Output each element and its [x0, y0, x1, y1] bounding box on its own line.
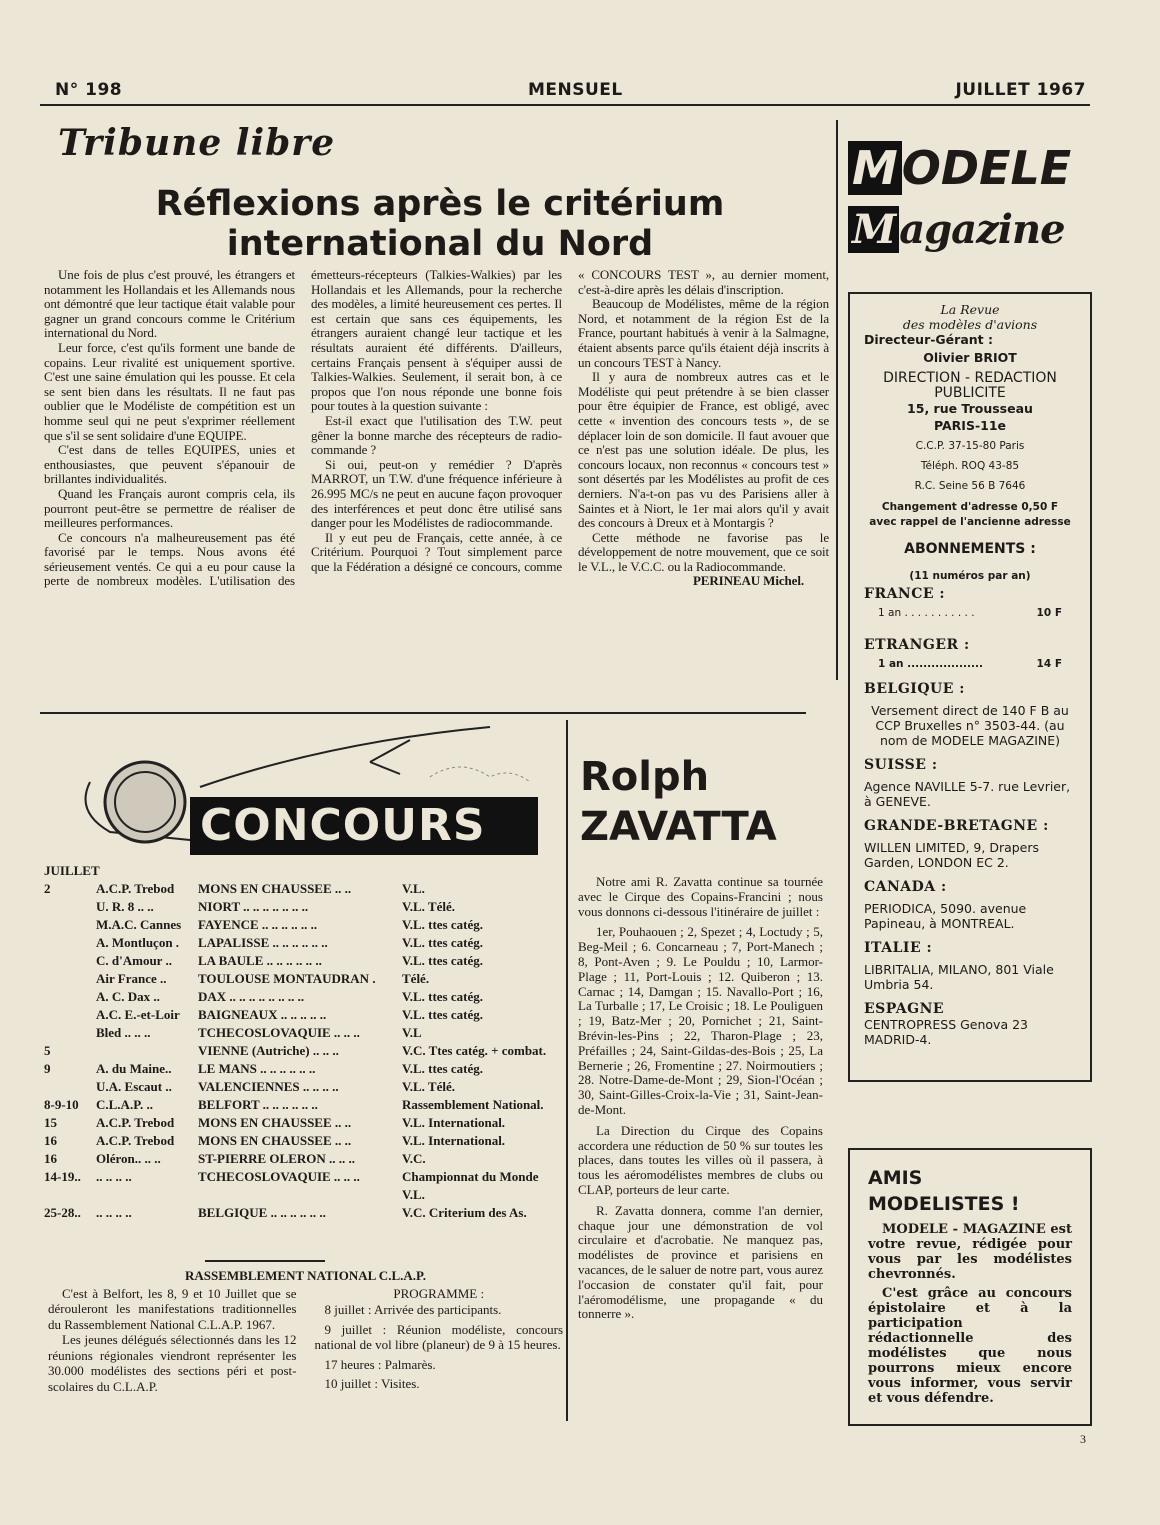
- table-row: [44, 1042, 563, 1060]
- cell-place: LAPALISSE .. .. .. .. .. ..: [198, 935, 328, 950]
- country-heading: ESPAGNE: [864, 1001, 945, 1017]
- zavatta-article: [578, 875, 823, 1328]
- cell-category: V.C. Criterium des As.: [402, 1205, 527, 1220]
- table-row: [44, 970, 563, 988]
- magazine-logo: [848, 138, 1092, 266]
- cell-category: V.L. ttes catég.: [402, 935, 483, 950]
- table-row: [44, 1024, 563, 1042]
- cell-club: Bled .. .. ..: [96, 1025, 151, 1040]
- cell-place: LE MANS .. .. .. .. .. ..: [198, 1061, 316, 1076]
- concours-banner: [70, 722, 545, 857]
- cell-category: V.L: [402, 1025, 422, 1040]
- table-row: [44, 934, 563, 952]
- telephone: Téléph. ROQ 43-85: [920, 460, 1020, 472]
- cell-date: [44, 970, 92, 988]
- paragraph: C'est grâce au concours épistolaire et à la participation rédactionnelle des modélistes que nous pourrons mieux encore vous informer, vous servir et vous défendre.: [868, 1286, 1072, 1406]
- address: PARIS-11e: [933, 418, 1007, 433]
- table-row: [44, 1114, 563, 1132]
- amis-modelistes-box: [848, 1148, 1092, 1426]
- country-heading: ITALIE :: [864, 940, 933, 956]
- paragraph: Quand les Français auront compris cela, ils pourront peut-être se permettre de réaliser de meilleures performances.: [44, 485, 295, 531]
- table-row: [44, 1204, 563, 1222]
- paragraph: La Direction du Cirque des Copains accordera une réduction de 50 % sur toutes les places, dans toutes les villes où il passera, à tous les aéromodélistes membres de clubs ou CLAP, porteurs de leur carte.: [578, 1122, 823, 1197]
- cell-category: V.L.: [402, 881, 425, 896]
- cell-category: V.L. Télé.: [402, 899, 455, 914]
- cell-category: V.L. ttes catég.: [402, 989, 483, 1004]
- frequency: MENSUEL: [528, 80, 623, 100]
- paragraph: Leur force, c'est qu'ils forment une bande de copains. Leur rivalité est uniquement sportive. C'est une saine émulation qui les pousse. Et cela se sent bien dans les résultats. Il ne faut pas oublier que le Modéliste de compétition est un homme seul qui ne peut s'exprimer réellement que s'il se sent solidaire d'une EQUIPE.: [44, 339, 295, 443]
- cell-place: VALENCIENNES .. .. .. ..: [198, 1079, 339, 1094]
- address-change-note: Changement d'adresse 0,50 F: [881, 501, 1059, 513]
- month-heading: JUILLET: [44, 863, 100, 878]
- concours-title: CONCOURS: [200, 800, 486, 851]
- term: 1 an ...................: [878, 658, 983, 670]
- article-title: [120, 184, 760, 264]
- table-row: [44, 880, 563, 898]
- cell-date: [44, 952, 92, 970]
- cell-club: Air France ..: [96, 971, 167, 986]
- programme-item: 10 juillet : Visites.: [324, 1376, 420, 1391]
- paragraph: Notre ami R. Zavatta continue sa tournée avec le Cirque des Copains-Francini ; nous vous donnons ci-dessous l'itinéraire de juillet :: [578, 874, 823, 919]
- cell-place: TCHECOSLOVAQUIE .. .. ..: [198, 1169, 360, 1184]
- cell-date: 9: [44, 1061, 51, 1076]
- cell-date: 25-28..: [44, 1205, 81, 1220]
- country-text: Agence NAVILLE 5-7. rue Levrier, à GENEVE.: [864, 779, 1071, 809]
- country-heading: CANADA :: [864, 879, 947, 895]
- cell-place: BAIGNEAUX .. .. .. .. ..: [198, 1007, 327, 1022]
- price: 10 F: [1036, 607, 1062, 619]
- title-line-1: Réflexions après le critérium: [155, 184, 725, 224]
- cell-club: A. du Maine..: [96, 1061, 172, 1076]
- cell-date: [44, 934, 92, 952]
- amis-title: AMIS: [868, 1167, 923, 1189]
- cell-date: 16: [44, 1151, 57, 1166]
- cell-category: V.L. ttes catég.: [402, 917, 483, 932]
- table-row: [44, 952, 563, 970]
- address: 15, rue Trousseau: [907, 401, 1033, 416]
- masthead-box: [848, 292, 1092, 1082]
- issue-number: N° 198: [55, 80, 123, 100]
- cell-date: 14-19..: [44, 1169, 81, 1184]
- cell-club: A. Montluçon .: [96, 935, 180, 950]
- table-row: [44, 1132, 563, 1150]
- paragraph: Est-il exact que l'utilisation des T.W. peut gêner la bonne marche des récepteurs de radio-commande ?: [311, 412, 562, 458]
- cell-club: Oléron.. .. ..: [96, 1151, 161, 1166]
- table-row: [44, 1168, 563, 1204]
- cell-category: V.L. ttes catég.: [402, 953, 483, 968]
- cell-date: [44, 1078, 92, 1096]
- cell-club: A.C. E.-et-Loir: [96, 1007, 180, 1022]
- subscriptions-note: (11 numéros par an): [909, 570, 1031, 582]
- paragraph: Une fois de plus c'est prouvé, les étrangers et notamment les Hollandais et les Allemands nous ont démontré que leur tactique était valable pour gagner un grand concours comme le Critérium international du Nord.: [44, 267, 295, 341]
- paragraph: Beaucoup de Modélistes, même de la région Nord, et notamment de la région Est de la France, pourtant habitués à venir à la Salmagne, étaient absents parce qu'ils étaient déjà inscrits à un concours TEST à Nancy.: [578, 296, 829, 370]
- cell-category: V.L. ttes catég.: [402, 1061, 483, 1076]
- paragraph: R. Zavatta donnera, comme l'an dernier, chaque jour une démonstration de vol circulaire et d'acrobatie. Ne manquez pas, modélistes de province et parisiens en vacances, de le saluer de notre part, vous aurez l'occasion de constater qu'il fait, pour l'aéromodélisme, une propagande « du tonnerre ».: [578, 1202, 823, 1322]
- cell-place: FAYENCE .. .. .. .. .. ..: [198, 917, 318, 932]
- signature: PERINEAU Michel.: [692, 573, 804, 589]
- cell-category: Rassemblement National.: [402, 1097, 544, 1112]
- department: PUBLICITE: [934, 385, 1006, 401]
- page-number: 3: [1080, 1432, 1086, 1446]
- country-heading: ETRANGER :: [864, 637, 970, 653]
- paragraph: Il y eut peu de Français, cette année, à ce Critérium. Pourquoi ? Tout simplement parce que la Fédération a désigné ce concours, comme « CONCOURS TEST », au dernier moment, c'est-à-dire après les délais d'inscription.: [311, 267, 829, 574]
- programme-title: PROGRAMME :: [393, 1285, 485, 1301]
- title-line: ZAVATTA: [580, 804, 777, 850]
- country-text: PERIODICA, 5090. avenue Papineau, à MONTREAL.: [864, 901, 1027, 931]
- country-text: LIBRITALIA, MILANO, 801 Viale Umbria 54.: [864, 962, 1054, 992]
- table-row: [44, 1150, 563, 1168]
- title-line: Rolph: [580, 754, 710, 800]
- paragraph: Ce concours n'a malheureusement pas été favorisé par le temps. Nous avons été sérieusement ventés. Ce qui a eu pour cause la perte de nombreux modèles. L'utilisation des émetteurs-récepteurs (Talkies-Walkies) par les Hollandais et les Allemands, pour la recherche des modèles, a limité heureusement ces pertes. Il est certain que sans ces équipements, les étrangers auraient changé leur tactique et les résultats auraient été différents. D'ailleurs, certains Français pensent à s'équiper aussi de Talkies-Walkies. Seulement, il serait bon, à ce propos que l'on nous réponde une bonne fois pour toutes à la question suivante :: [44, 267, 562, 589]
- cell-club: A.C.P. Trebod: [96, 1115, 175, 1130]
- issue-date: JUILLET 1967: [955, 80, 1086, 100]
- country-heading: GRANDE-BRETAGNE :: [864, 818, 1049, 834]
- section-title: RASSEMBLEMENT NATIONAL C.L.A.P.: [184, 1268, 427, 1283]
- paragraph: Cette méthode ne favorise pas le développement de notre mouvement, que ce soit le V.L., le V.C.C. ou la Radiocommande.: [578, 529, 829, 574]
- country-heading: BELGIQUE :: [864, 681, 965, 697]
- cell-place: DAX .. .. .. .. .. .. .. ..: [198, 989, 305, 1004]
- country-text: CENTROPRESS Genova 23 MADRID-4.: [864, 1017, 1028, 1047]
- paragraph: Les jeunes délégués sélectionnés dans les 12 réunions régionales viendront représenter les 30.000 modélistes des sections péri et post-scolaires du C.L.A.P.: [48, 1332, 297, 1394]
- tagline: des modèles d'avions: [902, 317, 1038, 332]
- paragraph: Il y aura de nombreux autres cas et le Modéliste qui peut prétendre à se bien classer pour être équipier de France, est obligé, avec cette « invention des concours tests », de se déplacer loin de son domicile. Il faut avouer que ce n'est pas une solution idéale. De plus, les concours locaux, non reconnus « concours test » sont désertés par les Modélistes au profit de ces derniers. N'a-t-on pas vu des Parisiens aller à Saintes et à Niort, le 1er mai alors qu'il y avait des concours à Dreux et à Montargis ?: [578, 369, 829, 531]
- programme-item: 9 juillet : Réunion modéliste, concours national de vol libre (planeur) de 9 à 15 heures.: [314, 1321, 563, 1352]
- cell-category: V.L. Télé.: [402, 1079, 455, 1094]
- cell-date: 16: [44, 1133, 57, 1148]
- cell-date: 5: [44, 1043, 51, 1058]
- country-text: Versement direct de 140 F B au CCP Bruxelles n° 3503-44. (au nom de MODELE MAGAZINE): [871, 703, 1069, 748]
- paragraph: C'est à Belfort, les 8, 9 et 10 Juillet que se dérouleront les manifestations traditionnelles du Rassemblement National C.L.A.P. 1967.: [48, 1285, 297, 1332]
- ccp: C.C.P. 37-15-80 Paris: [915, 440, 1025, 452]
- cell-club: A. C. Dax ..: [96, 989, 160, 1004]
- article-body: [44, 268, 829, 589]
- cell-date: [44, 916, 92, 934]
- paragraph: C'est dans de telles EQUIPES, unies et enthousiastes, que peuvent s'épanouir de brillantes individualités.: [44, 442, 295, 487]
- cell-date: [44, 988, 92, 1006]
- paragraph: Si oui, peut-on y remédier ? D'après MARROT, un T.W. d'une fréquence inférieure à 26.995 MC/s ne peut en aucune façon provoquer des interférences et peut donc être utilisé sans danger pour les Modélistes de radiocommande.: [311, 456, 562, 531]
- cell-date: 15: [44, 1115, 57, 1130]
- cell-date: [44, 1024, 92, 1042]
- cell-category: Télé.: [402, 971, 430, 986]
- cell-club: A.C.P. Trebod: [96, 881, 175, 896]
- director-name: Olivier BRIOT: [923, 350, 1017, 365]
- paragraph: MODELE - MAGAZINE est votre revue, rédigée pour vous par les modélistes chevronnés.: [868, 1222, 1072, 1282]
- cell-place: NIORT .. .. .. .. .. .. ..: [198, 899, 309, 914]
- cell-place: MONS EN CHAUSSEE .. ..: [198, 1133, 352, 1148]
- rubric-title: Tribune libre: [58, 122, 336, 164]
- cell-category: V.L. International.: [402, 1115, 506, 1130]
- programme-item: 8 juillet : Arrivée des participants.: [324, 1302, 502, 1317]
- table-row: [44, 1060, 563, 1078]
- cell-category: V.L. International.: [402, 1133, 506, 1148]
- logo-line-2: Magazine: [852, 206, 1065, 253]
- cell-place: TCHECOSLOVAQUIE .. .. ..: [198, 1025, 360, 1040]
- country-heading: SUISSE :: [864, 757, 938, 773]
- cell-club: [96, 1042, 194, 1060]
- table-row: [44, 898, 563, 916]
- concours-table: [44, 862, 563, 1222]
- term: 1 an . . . . . . . . . . .: [878, 607, 975, 619]
- tagline: La Revue: [940, 302, 1000, 317]
- cell-club: U.A. Escaut ..: [96, 1079, 172, 1094]
- column-divider: [836, 120, 838, 680]
- registry: R.C. Seine 56 B 7646: [914, 480, 1026, 492]
- cell-place: MONS EN CHAUSSEE .. ..: [198, 1115, 352, 1130]
- cell-club: .. .. .. ..: [96, 1205, 132, 1220]
- rassemblement-section: [48, 1268, 563, 1396]
- cell-date: 2: [44, 881, 51, 896]
- cell-place: TOULOUSE MONTAUDRAN .: [198, 971, 376, 986]
- cell-category: V.C. Ttes catég. + combat.: [402, 1043, 547, 1058]
- header-rule: [40, 104, 1090, 106]
- director-label: Directeur-Gérant :: [864, 332, 993, 347]
- table-row: [44, 1078, 563, 1096]
- cell-club: C.L.A.P. ..: [96, 1097, 153, 1112]
- zavatta-title: [580, 752, 777, 852]
- cell-date: 8-9-10: [44, 1097, 79, 1112]
- cell-place: MONS EN CHAUSSEE .. ..: [198, 881, 352, 896]
- country-heading: FRANCE :: [864, 586, 946, 602]
- subscriptions-title: ABONNEMENTS :: [904, 541, 1036, 557]
- table-row: [44, 988, 563, 1006]
- price: 14 F: [1036, 658, 1062, 670]
- cell-club: U. R. 8 .. ..: [96, 899, 154, 914]
- amis-title: MODELISTES !: [868, 1193, 1020, 1215]
- cell-place: LA BAULE .. .. .. .. .. ..: [198, 953, 322, 968]
- cell-place: BELFORT .. .. .. .. .. ..: [198, 1097, 318, 1112]
- department: DIRECTION - REDACTION: [883, 370, 1057, 386]
- cell-club: A.C.P. Trebod: [96, 1133, 175, 1148]
- cell-category: V.C.: [402, 1151, 426, 1166]
- cell-place: VIENNE (Autriche) .. .. ..: [198, 1043, 339, 1058]
- logo-line-1: MODELE: [852, 141, 1072, 195]
- programme-item: 17 heures : Palmarès.: [324, 1356, 436, 1372]
- cell-place: ST-PIERRE OLERON .. .. ..: [198, 1151, 355, 1166]
- cell-club: C. d'Amour ..: [96, 953, 172, 968]
- separator: [205, 1260, 325, 1262]
- cell-club: M.A.C. Cannes: [96, 917, 182, 932]
- cell-place: BELGIQUE .. .. .. .. .. ..: [198, 1205, 326, 1220]
- country-text: WILLEN LIMITED, 9, Drapers Garden, LONDON EC 2.: [864, 840, 1040, 870]
- table-row: [44, 916, 563, 934]
- cell-date: [44, 1006, 92, 1024]
- section-rule: [40, 712, 806, 714]
- cell-category: Championnat du Monde V.L.: [402, 1169, 539, 1202]
- table-row: [44, 1096, 563, 1114]
- address-change-note: avec rappel de l'ancienne adresse: [869, 516, 1071, 528]
- cell-category: V.L. ttes catég.: [402, 1007, 483, 1022]
- column-divider: [566, 720, 568, 1421]
- paragraph: 1er, Pouhaouen ; 2, Spezet ; 4, Loctudy ; 5, Beg-Meil ; 6. Concarneau ; 7, Port-Manech ; 8, Pont-Aven ; 9. Le Pouldu ; 10, Larmor-Plage ; 11, Port-Louis ; 12. Quiberon ; 13. Carnac ; 14, Damgan ; 15. Navallo-Port ; 16, La Turballe ; 17, Le Croisic ; 18. Le Pouliguen ; 19, Batz-Mer ; 20, Pornichet ; 21, Saint-Brévin-les-Pins ; 22, Tharon-Plage ; 23, Préfailles ; 24, Saint-Gildas-des-Bois ; 25, La Bernerie ; 26, Fromentine ; 27. Noirmoutiers ; 28. Notre-Dame-de-Mont ; 29, Sion-l'Océan ; 30, Saint-Gilles-Croix-la-Vie ; 31, Saint-Jean-de-Mont.: [578, 924, 823, 1117]
- cell-date: [44, 898, 92, 916]
- cell-club: .. .. .. ..: [96, 1169, 132, 1184]
- table-row: [44, 1006, 563, 1024]
- title-line-2: international du Nord: [226, 224, 654, 264]
